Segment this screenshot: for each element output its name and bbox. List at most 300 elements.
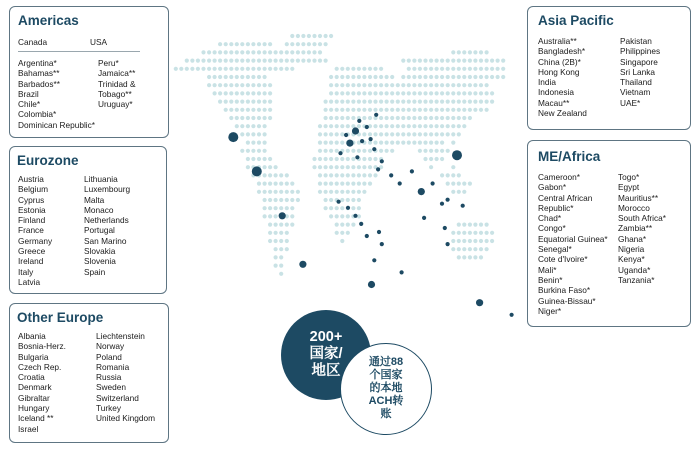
map-dot <box>362 182 366 186</box>
map-dot <box>396 116 400 120</box>
other-europe-right-list <box>96 331 155 424</box>
list-item: Bulgaria <box>18 351 49 362</box>
map-dot <box>263 124 267 128</box>
map-dot <box>257 75 261 79</box>
country-marker <box>359 222 363 226</box>
list-item: Equatorial Guinea* <box>538 233 608 244</box>
map-dot <box>290 50 294 54</box>
map-dot <box>285 50 289 54</box>
map-dot <box>218 83 222 87</box>
map-dot <box>412 132 416 136</box>
map-dot <box>296 198 300 202</box>
map-dot <box>457 182 461 186</box>
list-item: Greece <box>18 246 46 257</box>
map-dot <box>451 83 455 87</box>
map-dot <box>451 100 455 104</box>
map-dot <box>279 67 283 71</box>
map-dot <box>479 50 483 54</box>
list-item: Lithuania <box>84 174 118 184</box>
list-item: New Zealand <box>538 108 587 119</box>
map-dot <box>257 132 261 136</box>
map-dot <box>351 116 355 120</box>
map-dot <box>385 124 389 128</box>
map-dot <box>446 182 450 186</box>
map-dot <box>462 91 466 95</box>
map-dot <box>335 141 339 145</box>
list-item: Poland <box>96 351 122 362</box>
map-dot <box>324 59 328 63</box>
map-dot <box>385 132 389 136</box>
map-dot <box>501 67 505 71</box>
list-item: Ireland <box>18 256 44 267</box>
map-dot <box>485 231 489 235</box>
map-dot <box>274 173 278 177</box>
map-dot <box>357 149 361 153</box>
map-dot <box>479 239 483 243</box>
map-dot <box>396 83 400 87</box>
map-dot <box>429 75 433 79</box>
map-dot <box>368 141 372 145</box>
map-dot <box>446 149 450 153</box>
map-dot <box>479 108 483 112</box>
me-africa-right-list <box>618 172 666 285</box>
map-dot <box>490 59 494 63</box>
map-dot <box>385 75 389 79</box>
map-dot <box>429 132 433 136</box>
map-dot <box>174 67 178 71</box>
map-dot <box>379 132 383 136</box>
map-dot <box>423 91 427 95</box>
map-dot <box>240 50 244 54</box>
map-dot <box>290 67 294 71</box>
map-dot <box>373 173 377 177</box>
map-dot <box>274 239 278 243</box>
map-dot <box>373 67 377 71</box>
map-dot <box>263 59 267 63</box>
map-dot <box>473 239 477 243</box>
americas-divider <box>18 51 140 52</box>
map-dot <box>318 34 322 38</box>
map-dot <box>329 116 333 120</box>
map-dot <box>423 108 427 112</box>
map-dot <box>451 91 455 95</box>
map-dot <box>257 42 261 46</box>
map-dot <box>285 206 289 210</box>
map-dot <box>351 173 355 177</box>
map-dot <box>268 190 272 194</box>
map-dot <box>429 100 433 104</box>
map-dot <box>340 206 344 210</box>
country-marker <box>360 139 364 143</box>
map-dot <box>451 75 455 79</box>
map-dot <box>268 59 272 63</box>
map-dot <box>307 50 311 54</box>
map-dot <box>257 91 261 95</box>
map-dot <box>285 42 289 46</box>
map-dot <box>318 124 322 128</box>
map-dot <box>368 83 372 87</box>
map-dot <box>479 75 483 79</box>
list-item: Turkey <box>96 403 122 414</box>
map-dot <box>440 75 444 79</box>
map-dot <box>485 239 489 243</box>
map-dot <box>257 182 261 186</box>
map-dot <box>429 124 433 128</box>
map-dot <box>274 190 278 194</box>
map-dot <box>318 149 322 153</box>
map-dot <box>340 190 344 194</box>
map-dot <box>501 59 505 63</box>
map-dot <box>257 108 261 112</box>
map-dot <box>190 67 194 71</box>
map-dot <box>346 223 350 227</box>
map-dot <box>357 206 361 210</box>
map-dot <box>296 59 300 63</box>
map-dot <box>435 132 439 136</box>
badge-sub-line: 账 <box>380 408 392 420</box>
list-item: Denmark <box>18 382 52 393</box>
map-dot <box>246 100 250 104</box>
map-dot <box>324 198 328 202</box>
list-item: Thailand <box>620 77 652 88</box>
map-dot <box>274 67 278 71</box>
map-dot <box>307 42 311 46</box>
map-dot <box>457 116 461 120</box>
me-africa-box <box>527 140 691 327</box>
map-dot <box>351 91 355 95</box>
map-dot <box>179 67 183 71</box>
list-item: Russia <box>96 372 122 383</box>
map-dot <box>401 75 405 79</box>
map-dot <box>257 116 261 120</box>
map-dot <box>373 108 377 112</box>
map-dot <box>224 50 228 54</box>
eurozone-title: Eurozone <box>17 153 79 168</box>
map-dot <box>329 100 333 104</box>
country-marker <box>446 242 450 246</box>
map-dot <box>240 83 244 87</box>
map-dot <box>435 157 439 161</box>
map-dot <box>196 67 200 71</box>
map-dot <box>418 132 422 136</box>
map-dot <box>263 157 267 161</box>
map-dot <box>368 157 372 161</box>
country-marker <box>510 313 514 317</box>
list-item: Monaco <box>84 204 114 215</box>
map-dot <box>462 190 466 194</box>
list-item: Trinidad & <box>98 78 136 89</box>
map-dot <box>340 141 344 145</box>
map-dot <box>340 173 344 177</box>
map-dot <box>451 67 455 71</box>
map-dot <box>462 100 466 104</box>
map-dot <box>429 108 433 112</box>
map-dot <box>324 124 328 128</box>
map-dot <box>357 173 361 177</box>
map-dot <box>357 198 361 202</box>
map-dot <box>324 157 328 161</box>
map-dot <box>351 223 355 227</box>
map-dot <box>435 91 439 95</box>
map-dot <box>451 124 455 128</box>
map-dot <box>290 34 294 38</box>
map-dot <box>318 141 322 145</box>
list-item: Macau** <box>538 97 570 108</box>
map-dot <box>185 59 189 63</box>
map-dot <box>457 223 461 227</box>
map-dot <box>263 190 267 194</box>
map-dot <box>307 59 311 63</box>
list-item: Sri Lanka <box>620 66 656 77</box>
map-dot <box>473 100 477 104</box>
list-item: Netherlands <box>84 215 129 226</box>
americas-box <box>9 6 169 138</box>
map-dot <box>290 42 294 46</box>
map-dot <box>351 198 355 202</box>
map-dot <box>263 100 267 104</box>
map-dot <box>468 67 472 71</box>
map-dot <box>257 50 261 54</box>
map-dot <box>340 83 344 87</box>
map-dot <box>407 132 411 136</box>
map-dot <box>218 67 222 71</box>
map-dot <box>346 83 350 87</box>
list-item: Czech Rep. <box>18 361 62 372</box>
map-dot <box>501 75 505 79</box>
map-dot <box>462 116 466 120</box>
map-dot <box>362 173 366 177</box>
map-dot <box>418 149 422 153</box>
map-dot <box>218 59 222 63</box>
map-dot <box>468 255 472 259</box>
map-dot <box>440 141 444 145</box>
list-item: Finland <box>18 215 46 226</box>
map-dot <box>324 149 328 153</box>
map-dot <box>496 59 500 63</box>
map-dot <box>362 149 366 153</box>
list-item: India <box>538 77 556 88</box>
asia-pacific-right-list <box>620 36 660 108</box>
eurozone-box <box>9 146 167 294</box>
map-dot <box>385 141 389 145</box>
map-dot <box>485 91 489 95</box>
list-item: Switzerland <box>96 392 139 403</box>
map-dot <box>440 116 444 120</box>
map-dot <box>240 108 244 112</box>
map-dot <box>224 83 228 87</box>
map-dot <box>457 239 461 243</box>
map-dot <box>246 116 250 120</box>
map-dot <box>468 91 472 95</box>
map-dot <box>473 223 477 227</box>
map-dot <box>229 108 233 112</box>
map-dot <box>346 116 350 120</box>
map-dot <box>440 149 444 153</box>
map-dot <box>340 165 344 169</box>
map-dot <box>446 124 450 128</box>
map-dot <box>274 198 278 202</box>
map-dot <box>423 157 427 161</box>
map-dot <box>423 59 427 63</box>
list-item: Mauritius** <box>618 192 659 203</box>
map-dot <box>218 50 222 54</box>
list-item: Estonia <box>18 204 46 215</box>
map-dot <box>362 157 366 161</box>
map-dot <box>263 91 267 95</box>
map-dot <box>340 116 344 120</box>
country-marker <box>452 150 462 160</box>
map-dot <box>285 198 289 202</box>
map-dot <box>451 132 455 136</box>
map-dot <box>435 149 439 153</box>
map-dot <box>451 182 455 186</box>
map-dot <box>251 67 255 71</box>
list-item: Singapore <box>620 56 658 67</box>
map-dot <box>246 157 250 161</box>
map-dot <box>412 124 416 128</box>
country-marker <box>461 204 465 208</box>
map-dot <box>251 50 255 54</box>
map-dot <box>263 206 267 210</box>
map-dot <box>457 124 461 128</box>
map-dot <box>185 67 189 71</box>
map-dot <box>251 149 255 153</box>
map-dot <box>340 157 344 161</box>
map-dot <box>274 206 278 210</box>
country-marker <box>440 202 444 206</box>
map-dot <box>368 149 372 153</box>
map-dot <box>468 100 472 104</box>
map-dot <box>485 83 489 87</box>
list-item: Cyprus <box>18 194 45 205</box>
map-dot <box>368 108 372 112</box>
map-dot <box>268 173 272 177</box>
map-dot <box>268 198 272 202</box>
map-dot <box>318 165 322 169</box>
map-dot <box>412 75 416 79</box>
map-dot <box>429 91 433 95</box>
map-dot <box>335 182 339 186</box>
map-dot <box>246 50 250 54</box>
map-dot <box>335 149 339 153</box>
map-dot <box>340 214 344 218</box>
map-dot <box>318 190 322 194</box>
map-dot <box>351 67 355 71</box>
map-dot <box>346 67 350 71</box>
map-dot <box>235 124 239 128</box>
list-item: USA <box>90 37 108 47</box>
map-dot <box>407 124 411 128</box>
country-marker <box>344 133 348 137</box>
country-marker <box>446 198 450 202</box>
map-dot <box>268 165 272 169</box>
list-item: Hungary <box>18 403 50 414</box>
map-dot <box>457 231 461 235</box>
map-dot <box>229 50 233 54</box>
map-dot <box>268 223 272 227</box>
eurozone-left-list <box>18 174 52 287</box>
map-dot <box>274 59 278 63</box>
map-dot <box>240 42 244 46</box>
map-dot <box>440 100 444 104</box>
map-dot <box>279 182 283 186</box>
map-dot <box>285 239 289 243</box>
map-dot <box>357 182 361 186</box>
map-dot <box>196 59 200 63</box>
map-dot <box>362 75 366 79</box>
map-dot <box>379 124 383 128</box>
map-dot <box>451 173 455 177</box>
map-dot <box>290 198 294 202</box>
map-dot <box>274 231 278 235</box>
map-dot <box>240 75 244 79</box>
map-dot <box>229 100 233 104</box>
map-dot <box>412 83 416 87</box>
map-dot <box>462 59 466 63</box>
map-dot <box>373 83 377 87</box>
country-marker <box>374 113 378 117</box>
list-item: Australia** <box>538 36 577 46</box>
map-dot <box>201 50 205 54</box>
map-dot <box>446 100 450 104</box>
map-dot <box>468 223 472 227</box>
map-dot <box>224 67 228 71</box>
map-dot <box>346 165 350 169</box>
map-dot <box>279 223 283 227</box>
map-dot <box>279 239 283 243</box>
map-dot <box>224 42 228 46</box>
list-item: Bangladesh* <box>538 46 586 57</box>
map-dot <box>379 67 383 71</box>
map-dot <box>340 198 344 202</box>
map-dot <box>457 255 461 259</box>
list-item: Bahamas** <box>18 68 60 79</box>
map-dot <box>318 157 322 161</box>
map-dot <box>379 75 383 79</box>
map-dot <box>468 247 472 251</box>
list-item: China (2B)* <box>538 56 581 67</box>
map-dot <box>285 190 289 194</box>
map-dot <box>213 91 217 95</box>
map-dot <box>368 75 372 79</box>
map-dot <box>468 239 472 243</box>
other-europe-box <box>9 303 169 443</box>
badge-sub-line: ACH转 <box>368 395 404 407</box>
map-dot <box>462 239 466 243</box>
map-dot <box>351 75 355 79</box>
map-dot <box>246 124 250 128</box>
list-item: Latvia <box>18 276 41 287</box>
map-dot <box>451 141 455 145</box>
map-dot <box>429 141 433 145</box>
map-dot <box>362 83 366 87</box>
map-dot <box>318 59 322 63</box>
map-dot <box>312 42 316 46</box>
map-dot <box>224 75 228 79</box>
map-dot <box>257 149 261 153</box>
country-marker <box>337 200 341 204</box>
list-item: Spain <box>84 266 106 277</box>
map-dot <box>224 59 228 63</box>
map-dot <box>429 67 433 71</box>
map-dot <box>240 116 244 120</box>
map-dot <box>435 67 439 71</box>
map-dot <box>312 34 316 38</box>
map-dot <box>201 59 205 63</box>
map-dot <box>207 75 211 79</box>
map-dot <box>301 59 305 63</box>
country-marker <box>431 181 435 185</box>
